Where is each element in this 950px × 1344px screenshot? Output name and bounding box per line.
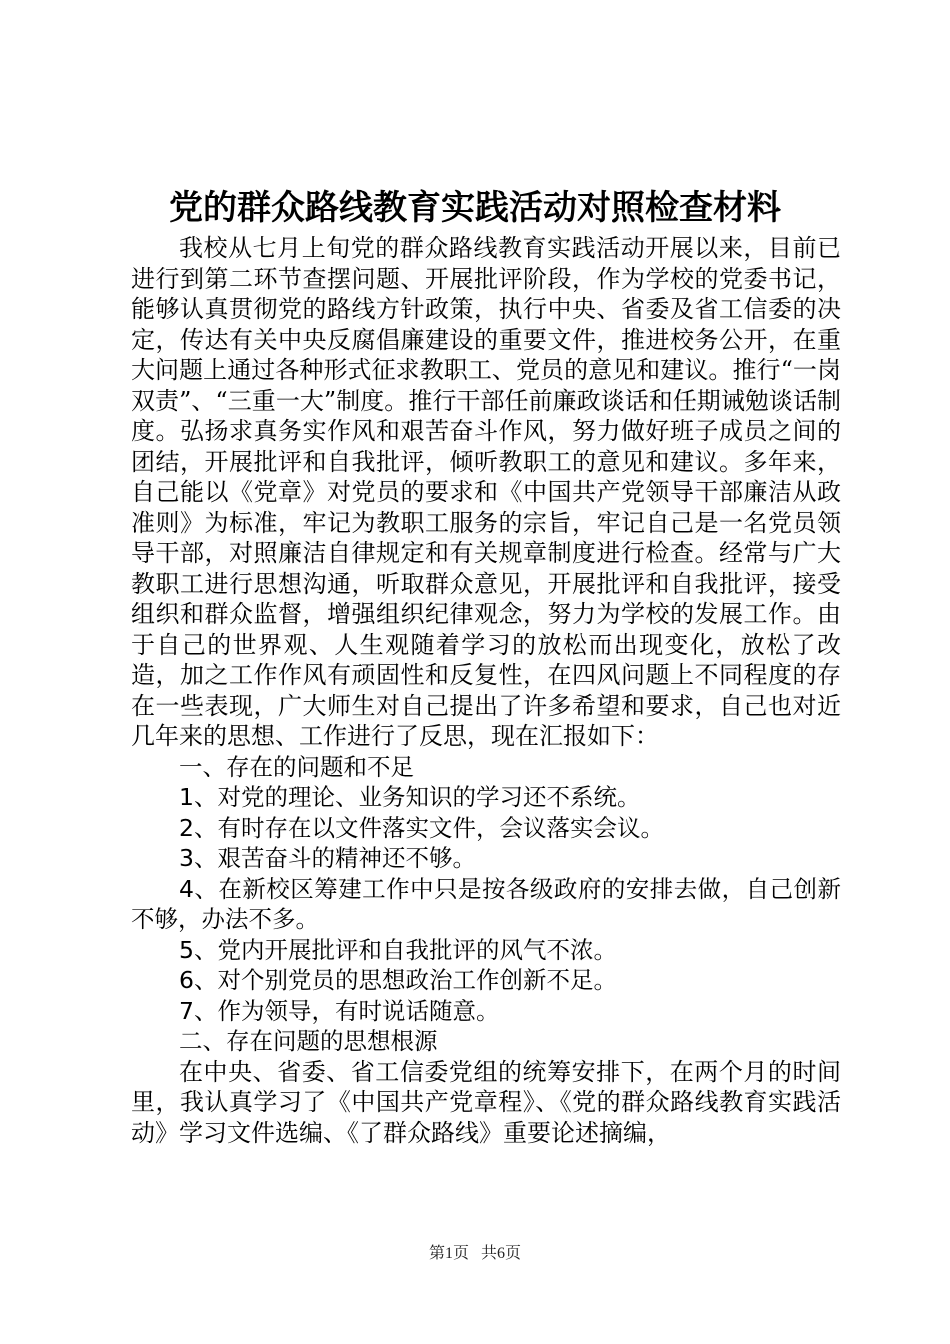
list-item-problem-5: 5、党内开展批评和自我批评的风气不浓。	[179, 935, 617, 964]
list-item-problem-1: 1、对党的理论、业务知识的学习还不系统。	[179, 783, 641, 811]
list-item-problem-4: 4、在新校区筹建工作中只是按各级政府的安排去做，自己创新不够，办法不多。	[131, 874, 841, 933]
list-item-problem-2: 2、有时存在以文件落实文件，会议落实会议。	[179, 813, 664, 842]
document-title: 党的群众路线教育实践活动对照检查材料	[169, 188, 781, 228]
paragraph-intro: 我校从七月上旬党的群众路线教育实践活动开展以来，目前已进行到第二环节查摆问题、开展批评阶段，作为学校的党委书记，能够认真贯彻党的路线方针政策，执行中央、省委及省工信委的决定，传达有关中央反腐倡廉建设的重要文件，推进校务公开，在重大问题上通过各种形式征求教职工、党员的意见和建议。推行“一岗双责”、“三重一大”制度。推行干部任前廉政谈话和任期诫勉谈话制度。弘扬求真务实作风和艰苦奋斗作风，努力做好班子成员之间的团结，开展批评和自我批评，倾听教职工的意见和建议。多年来，自己能以《党章》对党员的要求和《中国共产党领导干部廉洁从政准则》为标准，牢记为教职工服务的宗旨，牢记自己是一名党员领导干部，对照廉洁自律规定和有关规章制度进行检查。经常与广大教职工进行思想沟通，听取群众意见，开展批评和自我批评，接受组织和群众监督，增强组织纪律观念，努力为学校的发展工作。由于自己的世界观、人生观随着学习的放松而出现变化，放松了改造，加之工作作风有顽固性和反复性，在四风问题上不同程度的存在一些表现，广大师生对自己提出了许多希望和要求，自己也对近几年来的思想、工作进行了反思，现在汇报如下：	[131, 234, 841, 750]
page-footer	[0, 1243, 950, 1265]
list-item-problem-6: 6、对个别党员的思想政治工作创新不足。	[179, 966, 617, 994]
list-item-problem-3: 3、艰苦奋斗的精神还不够。	[179, 844, 476, 872]
list-item-problem-7: 7、作为领导，有时说话随意。	[179, 996, 500, 1025]
paragraph-roots: 在中央、省委、省工信委党组的统筹安排下，在两个月的时间里，我认真学习了《中国共产党章程》、《党的群众路线教育实践活动》学习文件选编、《了群众路线》重要论述摘编，	[131, 1057, 841, 1147]
section-heading-problems: 一、存在的问题和不足	[179, 752, 414, 781]
page-number-total: 共6页	[481, 1245, 522, 1262]
section-heading-roots: 二、存在问题的思想根源	[179, 1027, 438, 1055]
document-body	[131, 233, 841, 1148]
page-number-current: 第1页	[428, 1245, 469, 1262]
